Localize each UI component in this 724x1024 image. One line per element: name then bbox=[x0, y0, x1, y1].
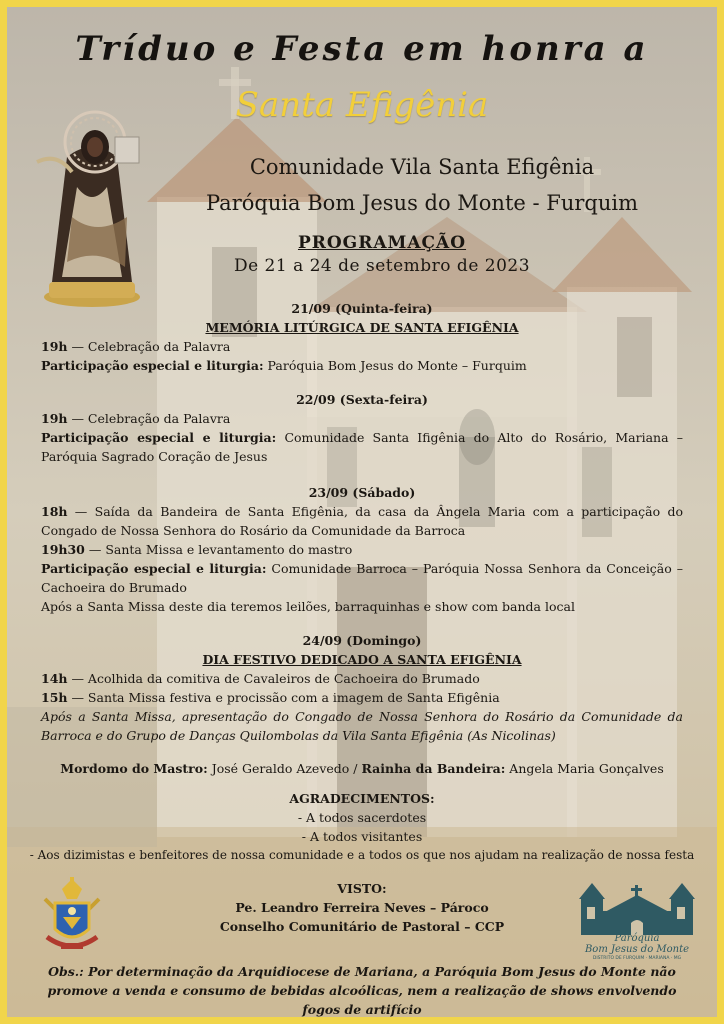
day3-line1-text: — Saída da Bandeira de Santa Efigênia, da casa da Ângela Maria com a participação do Congado de Nossa Senhora do Rosário da Comunidade da Barroca bbox=[41, 504, 683, 538]
day1-date: 21/09 (Quinta-feira) bbox=[291, 301, 433, 316]
day3-line2-text: — Santa Missa e levantamento do mastro bbox=[84, 542, 353, 557]
day4-line2-text: — Santa Missa festiva e procissão com a imagem de Santa Efigênia bbox=[67, 690, 500, 705]
rainha-name: Angela Maria Gonçalves bbox=[505, 761, 664, 776]
day3-line3 bbox=[41, 559, 683, 597]
day1-line1-time: 19h bbox=[41, 339, 68, 354]
day2-line1 bbox=[41, 409, 683, 428]
day1-line2 bbox=[41, 356, 683, 375]
mordomo-name: José Geraldo Azevedo / bbox=[207, 761, 362, 776]
thanks-item: - Aos dizimistas e benfeitores de nossa comunidade e a todos os que nos ajudam na realização de nossa festa bbox=[29, 848, 695, 862]
day3-line1 bbox=[41, 502, 683, 540]
day4-line2-time: 15h bbox=[41, 690, 68, 705]
day4-line1 bbox=[41, 669, 683, 688]
day1-line1 bbox=[41, 337, 683, 356]
thanks-item: - A todos sacerdotes bbox=[297, 810, 427, 825]
rainha-label: Rainha da Bandeira: bbox=[361, 761, 506, 776]
day3-line2-time: 19h30 bbox=[41, 542, 85, 557]
day2-line1-time: 19h bbox=[41, 411, 68, 426]
day1-line2-text: Paróquia Bom Jesus do Monte – Furquim bbox=[263, 358, 527, 373]
poster-content bbox=[7, 7, 717, 1017]
roles-line bbox=[41, 759, 683, 778]
parish-logo-line3: DISTRITO DE FURQUIM · MARIANA · MG bbox=[592, 956, 682, 961]
parish-logo-line1: Paróquia bbox=[614, 933, 660, 944]
thanks-title: AGRADECIMENTOS: bbox=[289, 791, 435, 806]
day2-line2 bbox=[41, 428, 683, 466]
day3-line3-label: Participação especial e liturgia: bbox=[41, 561, 267, 576]
day4-subtitle: DIA FESTIVO DEDICADO A SANTA EFIGÊNIA bbox=[202, 652, 522, 667]
title-line2: Santa Efigênia bbox=[235, 85, 489, 125]
mordomo-label: Mordomo do Mastro: bbox=[60, 761, 208, 776]
parish-name: Paróquia Bom Jesus do Monte - Furquim bbox=[205, 191, 638, 215]
day1-subtitle: MEMÓRIA LITÚRGICA DE SANTA EFIGÊNIA bbox=[205, 320, 519, 335]
day2-line2-text: Comunidade Santa Ifigênia do Alto do Rosário, Mariana – Paróquia Sagrado Coração de Jesus bbox=[41, 430, 683, 464]
title-line1: Tríduo e Festa em honra a bbox=[75, 29, 649, 69]
day1-line2-label: Participação especial e liturgia: bbox=[41, 358, 264, 373]
day4-date: 24/09 (Domingo) bbox=[302, 633, 422, 648]
obs-note: Obs.: Por determinação da Arquidiocese de Mariana, a Paróquia Bom Jesus do Monte não promove a venda e consumo de bebidas alcoólicas, nem a realização de shows envolvendo fogos de artifício bbox=[47, 964, 677, 1017]
visto-line1: Pe. Leandro Ferreira Neves – Pároco bbox=[235, 900, 489, 915]
event-dates: De 21 a 24 de setembro de 2023 bbox=[233, 256, 531, 276]
day3-line1-time: 18h bbox=[41, 504, 68, 519]
day2-line1-text: — Celebração da Palavra bbox=[67, 411, 231, 426]
day3-line2 bbox=[41, 540, 683, 559]
day4-line1-time: 14h bbox=[41, 671, 68, 686]
day4-line2 bbox=[41, 688, 683, 707]
day3-date: 23/09 (Sábado) bbox=[308, 485, 416, 500]
day2-date: 22/09 (Sexta-feira) bbox=[296, 392, 428, 407]
thanks-item: - A todos visitantes bbox=[301, 829, 423, 844]
visto-line2: Conselho Comunitário de Pastoral – CCP bbox=[219, 919, 505, 934]
day3-line4: Após a Santa Missa deste dia teremos leilões, barraquinhas e show com banda local bbox=[41, 599, 575, 614]
day1-line1-text: — Celebração da Palavra bbox=[67, 339, 231, 354]
day4-line1-text: — Acolhida da comitiva de Cavaleiros de Cachoeira do Brumado bbox=[67, 671, 480, 686]
day4-line3: Após a Santa Missa, apresentação do Congado de Nossa Senhora do Rosário da Comunidade da Barroca e do Grupo de Danças Quilombolas da Vila Santa Efigênia (As Nicolinas) bbox=[41, 709, 683, 743]
day3-line3-text: Comunidade Barroca – Paróquia Nossa Senhora da Conceição – Cachoeira do Brumado bbox=[41, 561, 683, 595]
visto-title: VISTO: bbox=[337, 881, 387, 896]
community-name: Comunidade Vila Santa Efigênia bbox=[249, 155, 595, 179]
programacao-heading: PROGRAMAÇÃO bbox=[297, 233, 467, 253]
parish-logo-line2: Bom Jesus do Monte bbox=[584, 944, 690, 955]
day2-line2-label: Participação especial e liturgia: bbox=[41, 430, 277, 445]
